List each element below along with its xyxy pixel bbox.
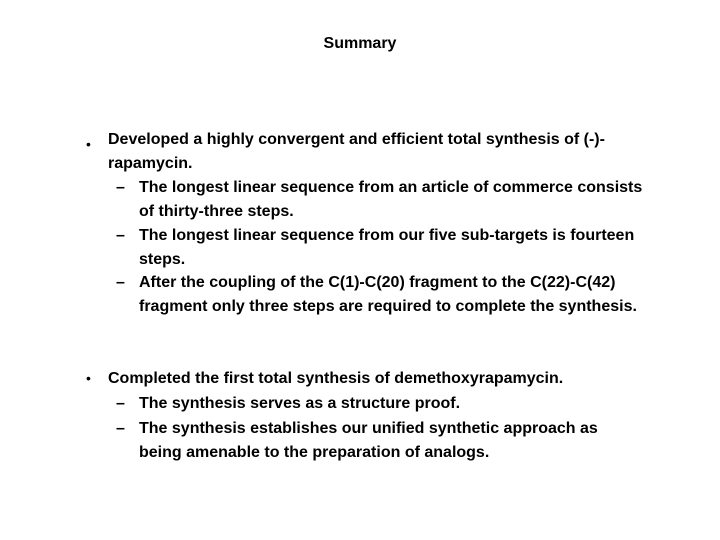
sub-bullet-text: The longest linear sequence from an article of commerce consists of thirty-three steps.: [139, 179, 643, 220]
sub-bullet-text: The longest linear sequence from our five sub-targets is fourteen steps.: [139, 227, 635, 268]
bullet-text: Developed a highly convergent and efficient total synthesis of (-)-rapamycin.: [108, 131, 605, 172]
sub-bullet-text: The synthesis serves as a structure proof.: [139, 395, 461, 412]
sub-bullet-dash: –: [116, 274, 125, 291]
sub-bullet-dash: –: [116, 227, 125, 244]
sub-bullet-dash: –: [116, 179, 125, 196]
sub-bullet-text: The synthesis establishes our unified synthetic approach as being amenable to the preparation of analogs.: [139, 420, 598, 461]
sub-bullet-dash: –: [116, 395, 125, 412]
sub-bullet-text: After the coupling of the C(1)-C(20) fragment to the C(22)-C(42) fragment only three steps are required to complete the synthesis.: [139, 274, 637, 315]
sub-bullet-dash: –: [116, 420, 125, 437]
bullet-text: Completed the first total synthesis of demethoxyrapamycin.: [108, 370, 564, 387]
bullet-marker: •: [86, 370, 91, 386]
slide-title: Summary: [323, 35, 397, 52]
bullet-marker: •: [86, 136, 91, 152]
